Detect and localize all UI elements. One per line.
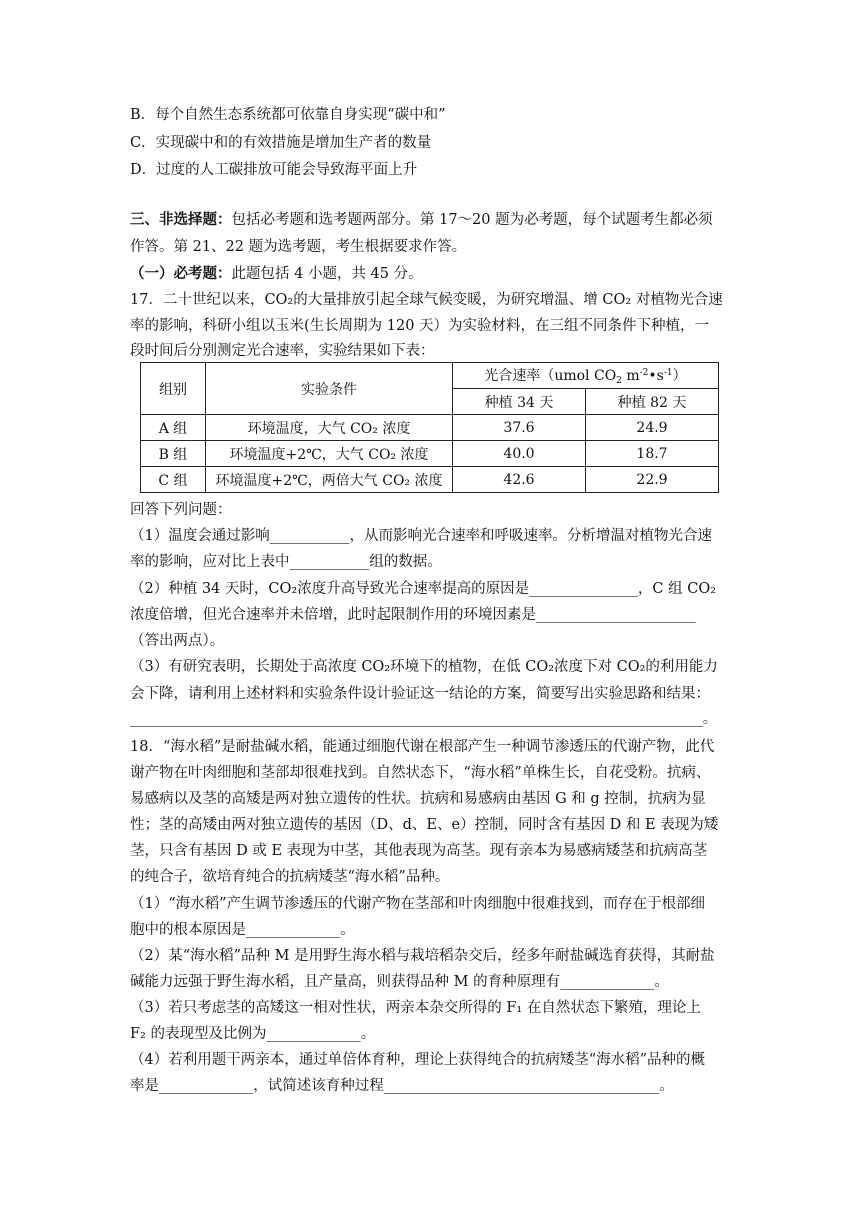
q17-part3-line2: 会下降，请利用上述材料和实验条件设计验证这一结论的方案，简要写出实验思路和结果： xyxy=(130,686,710,702)
q18-part4-line1: （4）若利用题干两亲本，通过单倍体育种，理论上获得纯合的抗病矮茎“海水稻”品种的概 xyxy=(130,1052,706,1068)
q18-line1: 18．“海水稻”是耐盐碱水稻，能通过细胞代谢在根部产生一种调节渗透压的代谢产物，此代 xyxy=(130,739,715,755)
q18-part1-line1: （1）“海水稻”产生调节渗透压的代谢产物在茎部和叶肉细胞中很难找到，而存在于根部细 xyxy=(130,896,706,912)
cell-day34: 42.6 xyxy=(453,467,586,493)
q17-part2-line2: 浓度倍增，但光合速率并未倍增，此时起限制作用的环境因素是______________________ xyxy=(130,607,696,623)
header-rate: 光合速率（umol $CO_2$ $m^{-2}•s^{-1}$） xyxy=(453,363,719,389)
q18-part3-line2: F₂ 的表现型及比例为_____________。 xyxy=(130,1026,376,1042)
part1-line xyxy=(130,264,423,284)
q17-line1: 17．二十世纪以来，CO₂的大量排放引起全球气候变暖，为研究增温、增 CO₂ 对植物光合速 xyxy=(130,292,723,308)
table-row xyxy=(141,415,719,441)
q17-part2-line3: （答出两点）。 xyxy=(130,633,225,649)
cell-day82: 24.9 xyxy=(586,415,719,441)
cell-day34: 40.0 xyxy=(453,441,586,467)
q18-part4-line2: 率是_____________，试简述该育种过程______________________________________。 xyxy=(130,1078,674,1094)
option-d: D．过度的人工碳排放可能会导致海平面上升 xyxy=(130,162,418,178)
option-b: B．每个自然生态系统都可依靠自身实现“碳中和” xyxy=(130,107,446,123)
q18-part1-line2: 胞中的根本原因是_____________。 xyxy=(130,922,355,938)
cell-day82: 22.9 xyxy=(586,467,719,493)
q18-part3-line1: （3）若只考虑茎的高矮这一相对性状，两亲本杂交所得的 F₁ 在自然状态下繁殖，理论上 xyxy=(130,1000,701,1016)
header-condition: 实验条件 xyxy=(206,363,453,415)
q18-line6: 的纯合子，欲培育纯合的抗病矮茎“海水稻”品种。 xyxy=(130,869,450,885)
part1-text: 此题包括 4 小题，共 45 分。 xyxy=(231,266,423,282)
cell-group: C 组 xyxy=(141,467,206,493)
q18-line5: 茎，只含有基因 D 或 E 表现为中茎，其他表现为高茎。现有亲本为易感病矮茎和抗病高茎 xyxy=(130,843,708,859)
q18-part2-line2: 碱能力远强于野生海水稻，且产量高，则获得品种 M 的育种原理有_____________。 xyxy=(130,974,669,990)
q18-line3: 易感病以及茎的高矮是两对独立遗传的性状。抗病和易感病由基因 G 和 g 控制，抗病为显 xyxy=(130,791,706,807)
section3-text1: 包括必考题和选考题两部分。第 17～20 题为必考题，每个试题考生都必须 xyxy=(231,212,713,228)
table-row xyxy=(141,467,719,493)
q18-line4: 性；茎的高矮由两对独立遗传的基因（D、d、E、e）控制，同时含有基因 D 和 E 表现为矮 xyxy=(130,817,719,833)
q17-part1-line1: （1）温度会通过影响___________，从而影响光合速率和呼吸速率。分析增温对植物光合速 xyxy=(130,528,712,544)
q17-part3-line1: （3）有研究表明，长期处于高浓度 CO₂环境下的植物，在低 CO₂浓度下对 CO₂的利用能力 xyxy=(130,659,718,675)
cell-day34: 37.6 xyxy=(453,415,586,441)
cell-condition: 环境温度+2℃，两倍大气 CO₂ 浓度 xyxy=(206,467,453,493)
section3-line1 xyxy=(130,210,713,230)
results-table xyxy=(140,362,719,493)
section3-title: 三、非选择题： xyxy=(130,211,232,228)
option-c: C．实现碳中和的有效措施是增加生产者的数量 xyxy=(130,135,432,151)
cell-group: A 组 xyxy=(141,415,206,441)
q17-line2: 率的影响，科研小组以玉米(生长周期为 120 天）为实验材料，在三组不同条件下种植，一 xyxy=(130,318,710,334)
q18-line2: 谢产物在叶肉细胞和茎部却很难找到。自然状态下，“海水稻”单株生长，自花受粉。抗病、 xyxy=(130,765,711,781)
cell-condition: 环境温度，大气 CO₂ 浓度 xyxy=(206,415,453,441)
header-day82: 种植 82 天 xyxy=(586,389,719,415)
q17-part1-line2: 率的影响，应对比上表中___________组的数据。 xyxy=(130,554,442,570)
header-group: 组别 xyxy=(141,363,206,415)
section3-line2: 作答。第 21、22 题为选考题，考生根据要求作答。 xyxy=(130,239,467,255)
table-row xyxy=(141,441,719,467)
cell-condition: 环境温度+2℃，大气 CO₂ 浓度 xyxy=(206,441,453,467)
answer-intro: 回答下列问题： xyxy=(130,502,232,518)
cell-day82: 18.7 xyxy=(586,441,719,467)
header-day34: 种植 34 天 xyxy=(453,389,586,415)
q17-part3-line3: _______________________________________________________________________________。 xyxy=(130,711,718,727)
q17-line3: 段时间后分别测定光合速率，实验结果如下表： xyxy=(130,343,435,359)
part1-title: （一）必考题： xyxy=(130,265,232,282)
q17-part2-line1: （2）种植 34 天时，CO₂浓度升高导致光合速率提高的原因是_______________，C 组 CO₂ xyxy=(130,581,717,597)
table-header-row xyxy=(141,363,719,389)
cell-group: B 组 xyxy=(141,441,206,467)
q18-part2-line1: （2）某“海水稻”品种 M 是用野生海水稻与栽培稻杂交后，经多年耐盐碱选育获得，其耐盐 xyxy=(130,948,715,964)
